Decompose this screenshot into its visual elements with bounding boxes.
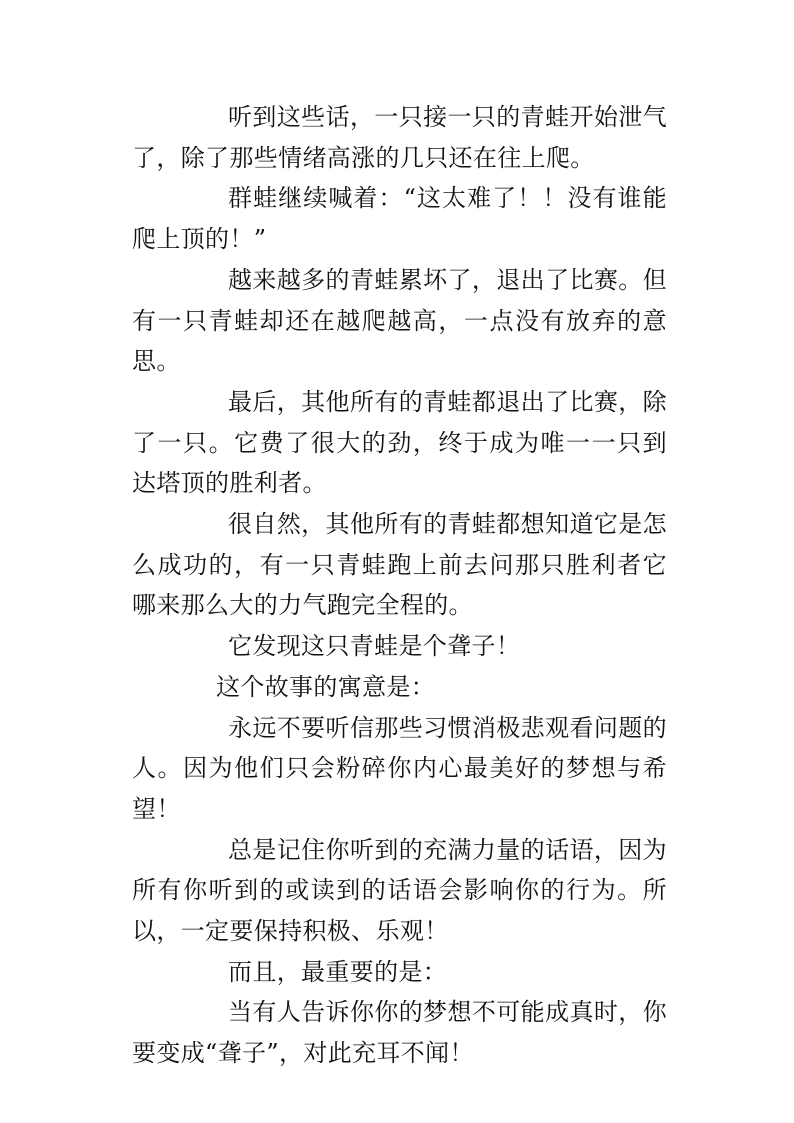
paragraph-5: 很自然，其他所有的青蛙都想知道它是怎么成功的，有一只青蛙跑上前去问那只胜利者它哪来那么大的力气跑完全程的。 bbox=[132, 510, 667, 620]
paragraph-4: 最后，其他所有的青蛙都退出了比赛，除了一只。它费了很大的劲，终于成为唯一一只到达塔顶的胜利者。 bbox=[132, 387, 667, 498]
paragraph-1: 听到这些话，一只接一只的青蛙开始泄气了，除了那些情绪高涨的几只还在往上爬。 bbox=[132, 103, 667, 172]
paragraph-2: 群蛙继续喊着：“这太难了！！没有谁能爬上顶的！” bbox=[132, 184, 667, 254]
paragraph-11: 当有人告诉你你的梦想不可能成真时，你要变成“聋子”，对此充耳不闻！ bbox=[132, 998, 667, 1068]
paragraph-9: 总是记住你听到的充满力量的话语，因为所有你听到的或读到的话语会影响你的行为。所以，一定要保持积极、乐观！ bbox=[132, 835, 667, 946]
paragraph-10: 而且，最重要的是： bbox=[228, 957, 448, 986]
paragraph-3: 越来越多的青蛙累坏了，退出了比赛。但有一只青蛙却还在越爬越高，一点没有放弃的意思。 bbox=[132, 265, 667, 376]
paragraph-7-moral-heading: 这个故事的寓意是： bbox=[216, 672, 436, 701]
document-body bbox=[132, 97, 667, 1074]
paragraph-6: 它发现这只青蛙是个聋子！ bbox=[228, 632, 521, 661]
paragraph-8: 永远不要听信那些习惯消极悲观看问题的人。因为他们只会粉碎你内心最美好的梦想与希望！ bbox=[132, 713, 667, 823]
